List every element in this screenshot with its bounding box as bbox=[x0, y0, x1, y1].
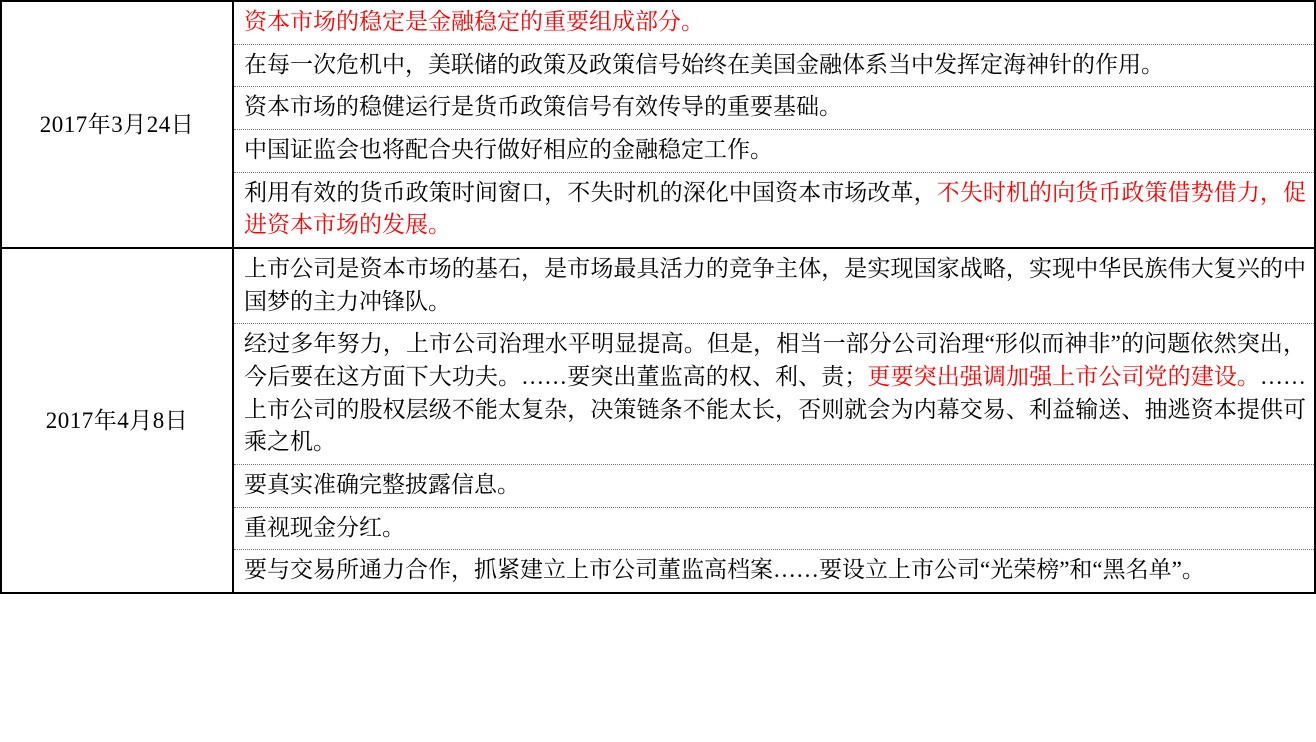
content-segment: 要与交易所通力合作，抓紧建立上市公司董监高档案……要设立上市公司“光荣榜”和“黑名单”。 bbox=[244, 557, 1205, 583]
content-line-row bbox=[234, 87, 1314, 130]
content-line bbox=[234, 324, 1314, 465]
content-line-body bbox=[234, 2, 1314, 247]
content-line-row bbox=[234, 44, 1314, 87]
content-segment: 上市公司是资本市场的基石，是市场最具活力的竞争主体，是实现国家战略，实现中华民族伟大复兴的中国梦的主力冲锋队。 bbox=[244, 255, 1306, 314]
content-line bbox=[234, 550, 1314, 592]
content-line-table bbox=[234, 2, 1314, 247]
content-line-row bbox=[234, 550, 1314, 592]
table-row bbox=[1, 248, 1315, 593]
row-content-cell bbox=[233, 1, 1315, 248]
content-segment: 资本市场的稳定是金融稳定的重要组成部分。 bbox=[244, 9, 704, 34]
content-line bbox=[234, 464, 1314, 507]
content-line-table bbox=[234, 249, 1314, 592]
content-segment: 资本市场的稳健运行是货币政策信号有效传导的重要基础。 bbox=[244, 94, 842, 120]
content-line bbox=[234, 249, 1314, 324]
content-segment: 中国证监会也将配合央行做好相应的金融稳定工作。 bbox=[244, 136, 773, 162]
content-line-body bbox=[234, 249, 1314, 592]
content-segment: 要真实准确完整披露信息。 bbox=[244, 471, 520, 497]
content-line-row bbox=[234, 464, 1314, 507]
content-segment-highlight: 不失时机的向货币政策借势借力，促进资本市场的发展。 bbox=[244, 179, 1307, 238]
table-body bbox=[1, 1, 1315, 593]
content-segment: 在每一次危机中，美联储的政策及政策信号始终在美国金融体系当中发挥定海神针的作用。 bbox=[244, 51, 1164, 77]
content-segment: 重视现金分红。 bbox=[244, 514, 405, 540]
table-row bbox=[1, 1, 1315, 248]
content-line-row bbox=[234, 2, 1314, 44]
content-line bbox=[234, 172, 1314, 247]
content-line bbox=[234, 129, 1314, 172]
content-segment: 经过多年努力，上市公司治理水平明显提高。但是，相当一部分公司治理“形似而神非”的问题依然突出，今后要在这方面下大功夫。……要突出董监高的权、利、责； bbox=[244, 331, 1306, 389]
content-line-row bbox=[234, 129, 1314, 172]
content-line-row bbox=[234, 249, 1314, 324]
date-label: 2017年3月24日 bbox=[39, 111, 195, 137]
content-line-row bbox=[234, 507, 1314, 550]
content-line bbox=[234, 2, 1314, 44]
content-segment: ……上市公司的股权层级不能太复杂，决策链条不能太长，否则就会为内幕交易、利益输送、抽逃资本提供可乘之机。 bbox=[244, 363, 1307, 455]
content-segment: 利用有效的货币政策时间窗口，不失时机的深化中国资本市场改革， bbox=[244, 179, 937, 205]
content-line-row bbox=[234, 172, 1314, 247]
row-date-cell bbox=[1, 248, 233, 593]
content-line bbox=[234, 507, 1314, 550]
date-label: 2017年4月8日 bbox=[45, 407, 189, 433]
row-content-cell bbox=[233, 248, 1315, 593]
row-date-cell bbox=[1, 1, 233, 248]
content-line-row bbox=[234, 324, 1314, 465]
content-segment-highlight: 更要突出强调加强上市公司党的建设。 bbox=[867, 363, 1261, 389]
content-line bbox=[234, 87, 1314, 130]
content-line bbox=[234, 44, 1314, 87]
